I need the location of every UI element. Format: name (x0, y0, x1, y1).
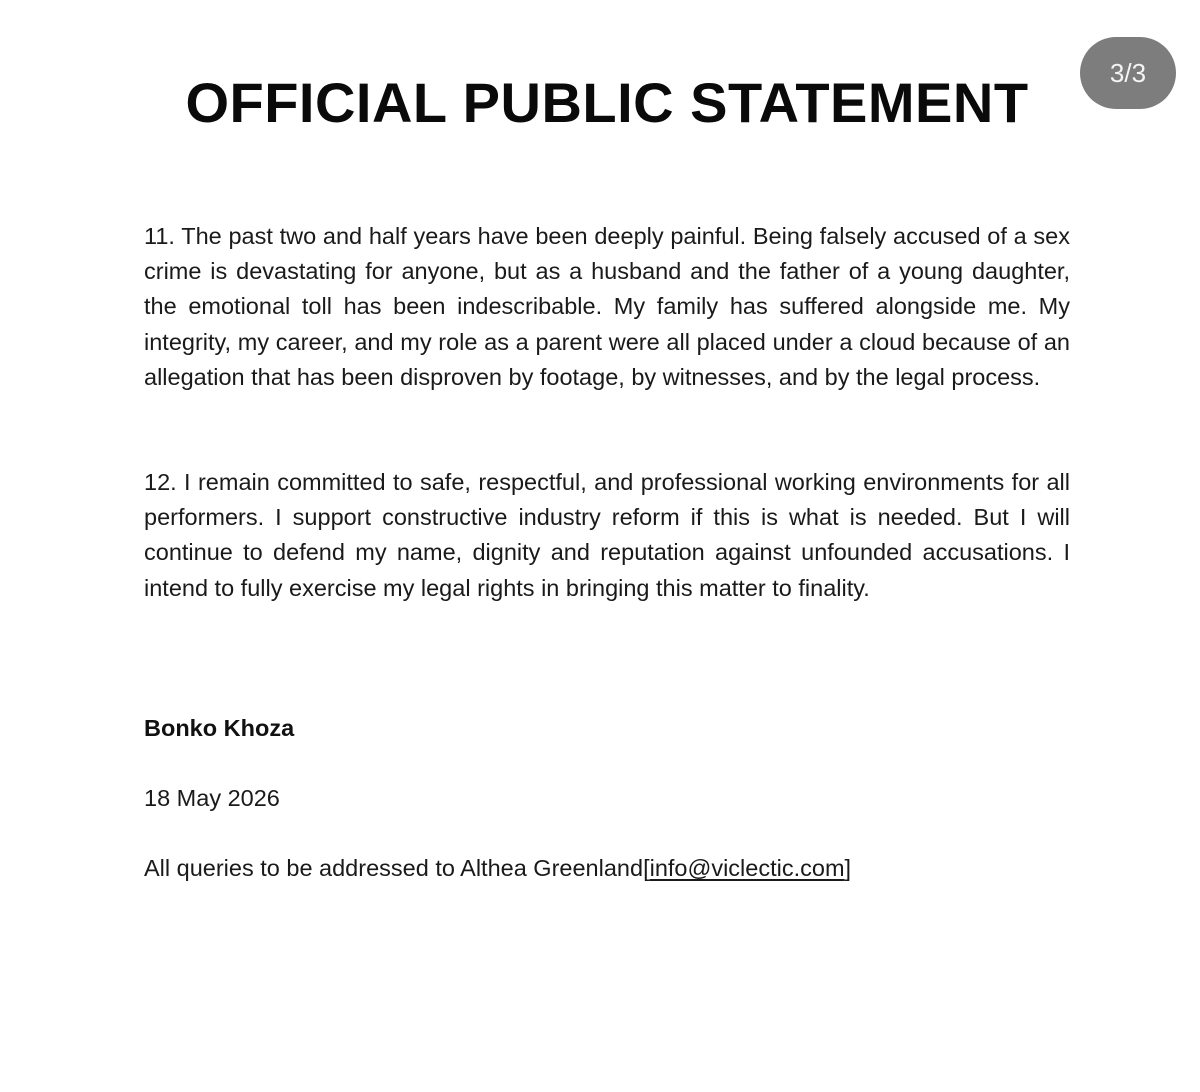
contact-bracket-open: [ (643, 855, 650, 881)
contact-email-link[interactable]: info@viclectic.com (649, 855, 845, 881)
paragraph-12: 12. I remain committed to safe, respectful, and professional working environments for all performers. I support constructive industry reform if this is what is needed. But I will continue to defend my name, dignity and reputation against unfounded accusations. I intend to fully exercise my legal rights in bringing this matter to finality. (144, 469, 1070, 601)
statement-title: OFFICIAL PUBLIC STATEMENT (185, 71, 1029, 134)
contact-line (144, 851, 851, 886)
paragraph-11: 11. The past two and half years have been deeply painful. Being falsely accused of a sex crime is devastating for anyone, but as a husband and the father of a young daughter, the emotional toll has been indescribable. My family has suffered alongside me. My integrity, my career, and my role as a parent were all placed under a cloud because of an allegation that has been disproven by footage, by witnesses, and by the legal process. (144, 223, 1070, 390)
contact-bracket-close: ] (844, 855, 852, 881)
statement-date: 18 May 2026 (144, 785, 280, 811)
signatory-name: Bonko Khoza (144, 715, 295, 741)
contact-prefix: All queries to be addressed to Althea Greenland (144, 855, 644, 881)
page-indicator-label: 3/3 (1109, 57, 1147, 88)
